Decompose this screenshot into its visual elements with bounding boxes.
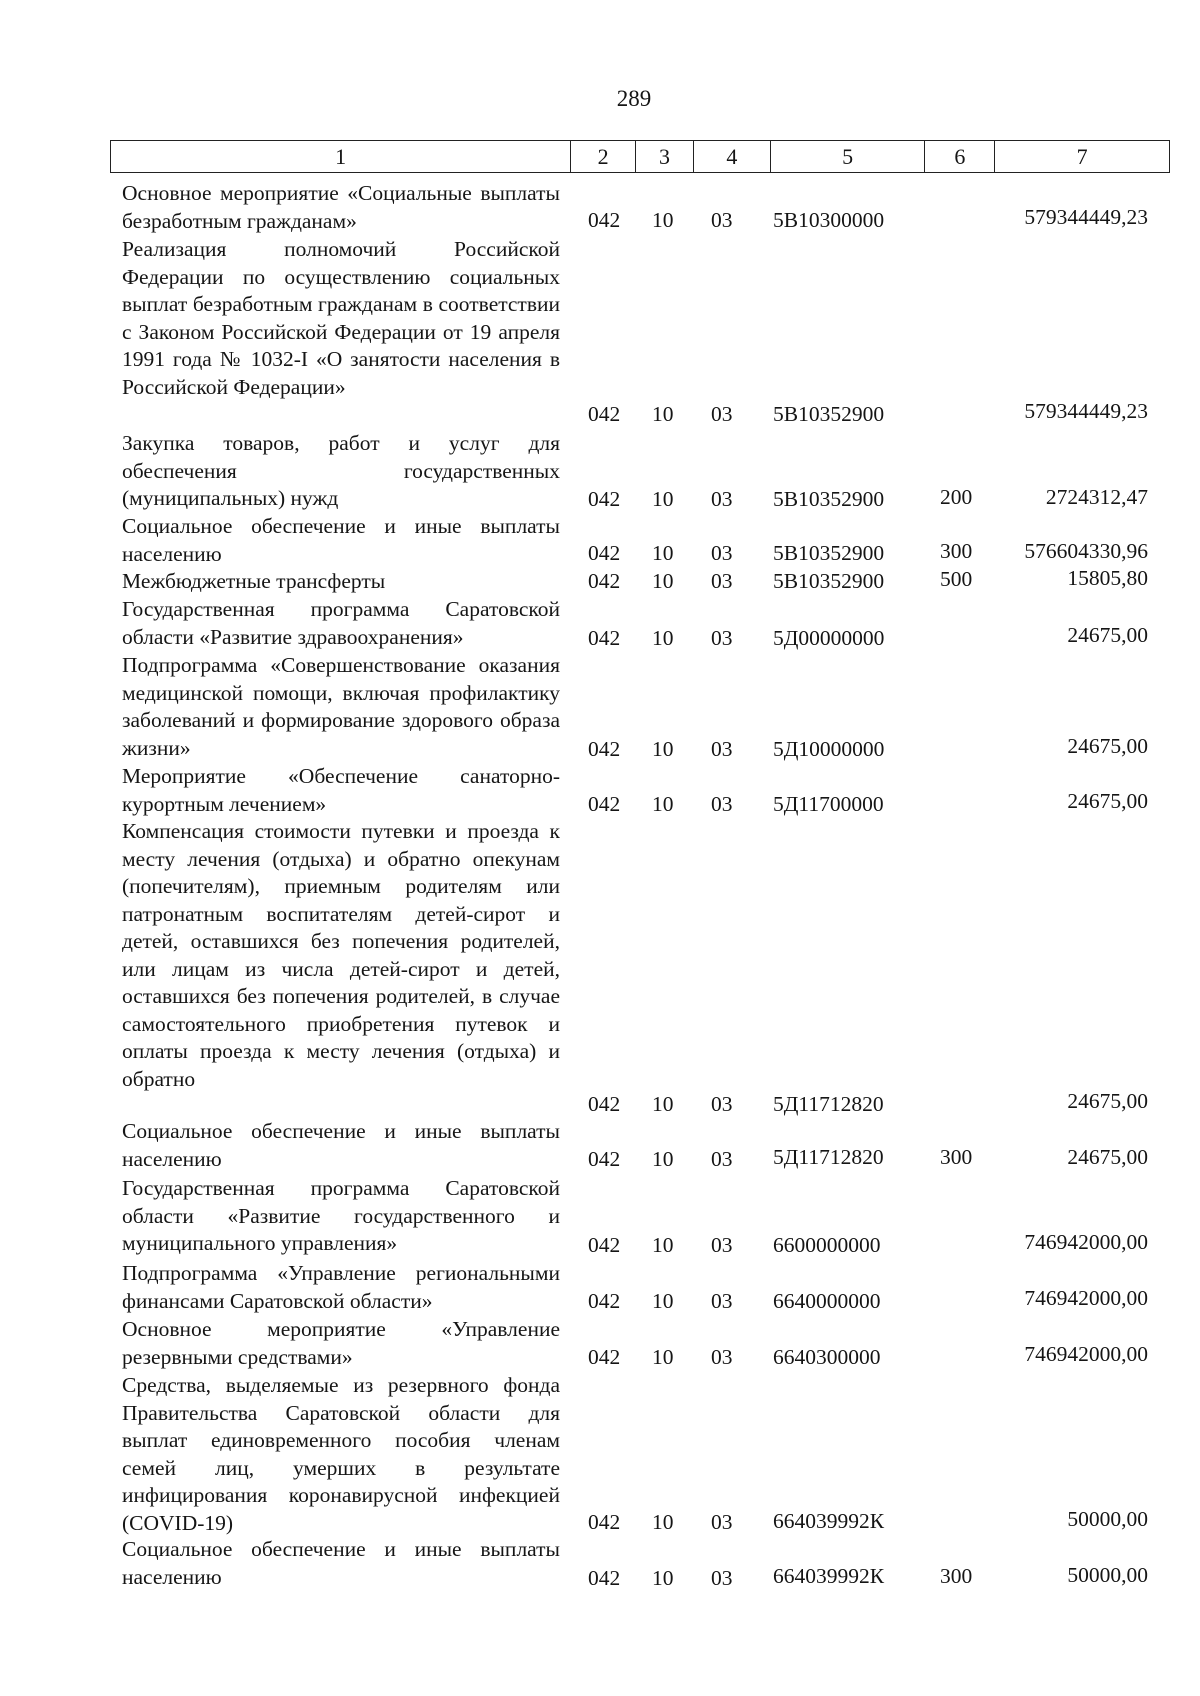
cell-target-article: 5В10352900 [773, 487, 885, 511]
cell-target-article: 5В10352900 [773, 569, 885, 593]
cell-amount: 579344449,23 [1024, 205, 1148, 229]
row-description: Социальное обеспечение и иные выплаты населению [122, 514, 560, 566]
cell-ministry: 042 [588, 737, 621, 761]
cell-ministry: 042 [588, 1092, 621, 1116]
cell-target-article: 5Д11712820 [773, 1092, 884, 1116]
cell-amount: 746942000,00 [1024, 1342, 1148, 1366]
row-description: Компенсация стоимости путевки и проезда к месту лечения (отдыха) и обратно опекунам (попечителям), приемным родителям или патронатным воспитателям детей-сирот и детей, оставшихся без попечения родителей, или лицам из числа детей-сирот и детей, оставшихся без попечения родителей, в случае самостоятельного приобретения путевок и оплаты проезда к месту лечения (отдыха) и обратно [122, 819, 560, 1091]
header-col-1: 1 [335, 144, 347, 169]
cell-section: 10 [652, 402, 674, 426]
header-col-6: 6 [924, 141, 994, 172]
cell-target-article: 5Д11712820 [773, 1145, 884, 1169]
cell-section: 10 [652, 1289, 674, 1313]
cell-expense-type: 300 [940, 539, 973, 563]
cell-subsection: 03 [711, 792, 733, 816]
page-number: 289 [616, 86, 652, 111]
cell-section: 10 [652, 1233, 674, 1257]
cell-target-article: 5В10352900 [773, 402, 885, 426]
cell-subsection: 03 [711, 569, 733, 593]
cell-subsection: 03 [711, 1233, 733, 1257]
cell-target-article: 6600000000 [773, 1233, 881, 1257]
row-description: Закупка товаров, работ и услуг для обеспечения государственных (муниципальных) нужд [122, 431, 560, 510]
row-description: Подпрограмма «Управление региональными финансами Саратовской области» [122, 1261, 560, 1313]
cell-ministry: 042 [588, 1566, 621, 1590]
cell-expense-type: 300 [940, 1145, 973, 1169]
row-description: Государственная программа Саратовской области «Развитие государственного и муниципального управления» [122, 1176, 560, 1255]
header-col-3: 3 [635, 141, 693, 172]
cell-amount: 746942000,00 [1024, 1230, 1148, 1254]
row-description: Основное мероприятие «Управление резервными средствами» [122, 1317, 560, 1369]
cell-subsection: 03 [711, 1566, 733, 1590]
cell-ministry: 042 [588, 626, 621, 650]
cell-ministry: 042 [588, 541, 621, 565]
cell-section: 10 [652, 541, 674, 565]
row-description: Средства, выделяемые из резервного фонда Правительства Саратовской области для выплат единовременного пособия членам семей лиц, умерших в результате инфицирования коронавирусной инфекцией (COVID-19) [122, 1373, 560, 1535]
cell-subsection: 03 [711, 1345, 733, 1369]
cell-expense-type: 200 [940, 485, 973, 509]
cell-section: 10 [652, 1147, 674, 1171]
cell-ministry: 042 [588, 569, 621, 593]
cell-target-article: 5Д10000000 [773, 737, 885, 761]
cell-ministry: 042 [588, 1147, 621, 1171]
row-description: Основное мероприятие «Социальные выплаты безработным гражданам» [122, 181, 560, 233]
cell-amount: 15805,80 [1067, 566, 1148, 590]
header-col-2: 2 [570, 141, 635, 172]
cell-section: 10 [652, 1092, 674, 1116]
cell-amount: 50000,00 [1067, 1563, 1148, 1587]
cell-ministry: 042 [588, 792, 621, 816]
cell-ministry: 042 [588, 1345, 621, 1369]
cell-expense-type: 500 [940, 567, 973, 591]
row-description: Реализация полномочий Российской Федерации по осуществлению социальных выплат безработным гражданам в соответствии с Законом Российской Федерации от 19 апреля 1991 года № 1032-I «О занятости населения в Российской Федерации» [122, 237, 560, 399]
cell-subsection: 03 [711, 541, 733, 565]
cell-amount: 576604330,96 [1024, 539, 1148, 563]
row-description: Межбюджетные трансферты [122, 569, 386, 593]
cell-amount: 24675,00 [1067, 734, 1148, 758]
cell-subsection: 03 [711, 402, 733, 426]
cell-section: 10 [652, 792, 674, 816]
row-description: Подпрограмма «Совершенствование оказания медицинской помощи, включая профилактику заболеваний и формирование здорового образа жизни» [122, 653, 560, 760]
row-description: Социальное обеспечение и иные выплаты населению [122, 1537, 560, 1589]
cell-section: 10 [652, 208, 674, 232]
cell-section: 10 [652, 737, 674, 761]
cell-subsection: 03 [711, 487, 733, 511]
cell-amount: 24675,00 [1067, 623, 1148, 647]
table-header [110, 140, 1170, 173]
cell-ministry: 042 [588, 208, 621, 232]
cell-amount: 579344449,23 [1024, 399, 1148, 423]
cell-ministry: 042 [588, 1233, 621, 1257]
header-col-5: 5 [770, 141, 925, 172]
cell-ministry: 042 [588, 1289, 621, 1313]
header-col-7: 7 [994, 141, 1169, 172]
cell-target-article: 5В10300000 [773, 208, 885, 232]
cell-ministry: 042 [588, 402, 621, 426]
cell-subsection: 03 [711, 626, 733, 650]
cell-subsection: 03 [711, 737, 733, 761]
cell-amount: 24675,00 [1067, 789, 1148, 813]
cell-subsection: 03 [711, 1510, 733, 1534]
cell-subsection: 03 [711, 1289, 733, 1313]
cell-target-article: 5Д00000000 [773, 626, 885, 650]
cell-ministry: 042 [588, 487, 621, 511]
header-col-4: 4 [693, 141, 770, 172]
cell-section: 10 [652, 487, 674, 511]
cell-target-article: 5Д11700000 [773, 792, 884, 816]
cell-subsection: 03 [711, 208, 733, 232]
cell-section: 10 [652, 626, 674, 650]
cell-target-article: 6640300000 [773, 1345, 881, 1369]
cell-target-article: 664039992К [773, 1509, 885, 1533]
cell-section: 10 [652, 569, 674, 593]
row-description: Мероприятие «Обеспечение санаторно-курортным лечением» [122, 764, 560, 816]
cell-target-article: 5В10352900 [773, 541, 885, 565]
cell-amount: 50000,00 [1067, 1507, 1148, 1531]
row-description: Государственная программа Саратовской области «Развитие здравоохранения» [122, 597, 560, 649]
cell-target-article: 6640000000 [773, 1289, 881, 1313]
cell-amount: 24675,00 [1067, 1089, 1148, 1113]
cell-section: 10 [652, 1566, 674, 1590]
cell-subsection: 03 [711, 1092, 733, 1116]
cell-amount: 2724312,47 [1045, 485, 1148, 509]
cell-ministry: 042 [588, 1510, 621, 1534]
cell-amount: 746942000,00 [1024, 1286, 1148, 1310]
cell-section: 10 [652, 1510, 674, 1534]
cell-section: 10 [652, 1345, 674, 1369]
cell-subsection: 03 [711, 1147, 733, 1171]
cell-expense-type: 300 [940, 1564, 973, 1588]
row-description: Социальное обеспечение и иные выплаты населению [122, 1119, 560, 1171]
cell-amount: 24675,00 [1067, 1145, 1148, 1169]
cell-target-article: 664039992К [773, 1564, 885, 1588]
